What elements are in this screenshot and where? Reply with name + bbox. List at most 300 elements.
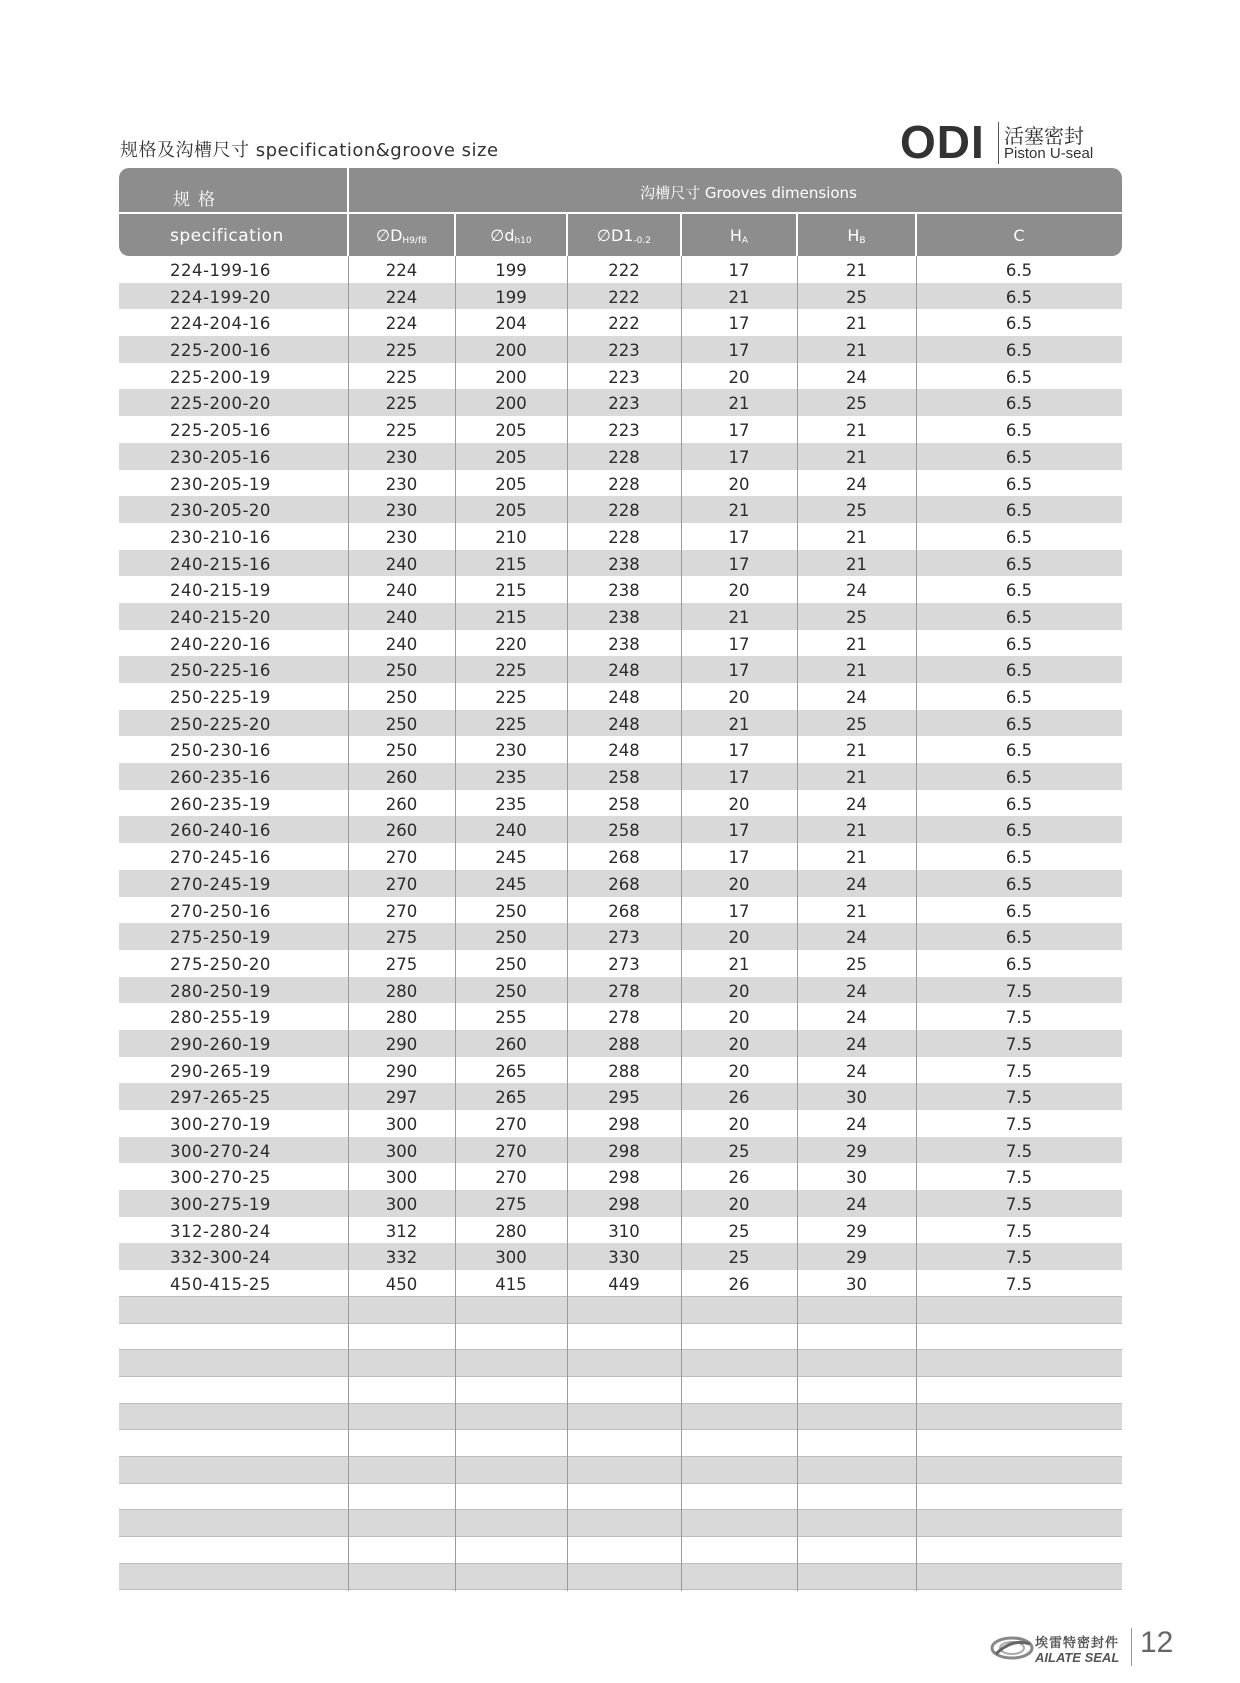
table-cell: 223: [608, 341, 640, 361]
table-cell: 205: [495, 501, 527, 521]
table-cell: 25: [846, 714, 867, 734]
table-cell: 20: [728, 367, 750, 387]
table-cell: 6.5: [1005, 474, 1033, 494]
table-cell: 238: [608, 634, 640, 654]
table-cell: 300: [385, 1115, 418, 1134]
table-cell: 17: [728, 341, 750, 361]
table-row: [119, 496, 1122, 523]
table-cell: 260: [385, 821, 418, 841]
table-cell: 20: [728, 874, 750, 894]
table-cell: 330: [608, 1248, 640, 1268]
table-cell: 280: [385, 1008, 418, 1028]
table-cell: 6.5: [1005, 501, 1033, 521]
table-cell: 30: [846, 1275, 867, 1295]
table-row: [119, 309, 1122, 336]
table-cell: 25: [846, 607, 867, 627]
table-cell: 248: [608, 661, 640, 681]
table-header: [119, 168, 1122, 256]
table-cell: 235: [495, 768, 527, 788]
footer-divider: [1131, 1628, 1132, 1666]
table-cell: 6.5: [1005, 581, 1033, 601]
cell-specification: 275-250-20: [170, 954, 271, 974]
table-cell: 21: [846, 741, 867, 761]
table-cell: 21: [846, 447, 867, 467]
table-cell: 7.5: [1005, 1141, 1033, 1161]
table-cell: 6.5: [1005, 901, 1033, 921]
table-cell: 230: [385, 474, 418, 494]
table-row: [119, 1083, 1122, 1110]
table-row: [119, 977, 1122, 1004]
table-row: [119, 256, 1122, 283]
table-row: [119, 656, 1122, 683]
logo-swirl-icon: [990, 1628, 1040, 1668]
table-cell: 205: [495, 421, 527, 441]
table-cell: 20: [728, 1061, 750, 1081]
cell-specification: 332-300-24: [170, 1248, 271, 1268]
table-cell: 210: [495, 527, 527, 547]
table-cell: 332: [385, 1248, 418, 1268]
table-row: [119, 897, 1122, 924]
company-name-en: AILATE SEAL: [1035, 1650, 1120, 1665]
table-cell: 7.5: [1005, 1061, 1033, 1081]
header-col-5: [797, 226, 916, 246]
header-col-main: ∅D: [376, 226, 403, 245]
cell-specification: 290-265-19: [170, 1061, 271, 1081]
table-cell: 288: [608, 1034, 640, 1054]
table-cell: 200: [495, 367, 527, 387]
table-cell: 225: [385, 394, 418, 414]
table-cell: 298: [608, 1141, 640, 1161]
table-cell: 24: [846, 1115, 867, 1134]
table-cell: 300: [385, 1141, 418, 1161]
empty-row: [119, 1510, 1122, 1537]
table-cell: 275: [385, 928, 418, 948]
table-cell: 21: [728, 287, 750, 307]
table-row: [119, 336, 1122, 363]
table-cell: 20: [728, 1115, 750, 1134]
table-cell: 449: [608, 1275, 640, 1295]
table-cell: 235: [495, 794, 527, 814]
table-cell: 24: [846, 928, 867, 948]
company-name-cn: 埃雷特密封件: [1035, 1636, 1120, 1651]
table-cell: 248: [608, 714, 640, 734]
brand-divider: [998, 122, 999, 164]
column-divider: [681, 256, 682, 1591]
header-spec-en: specification: [170, 226, 284, 246]
cell-specification: 270-245-19: [170, 874, 271, 894]
table-cell: 250: [495, 981, 527, 1001]
table-cell: 17: [728, 527, 750, 547]
table-cell: 21: [846, 314, 867, 334]
cell-specification: 250-225-19: [170, 688, 271, 707]
empty-row: [119, 1564, 1122, 1591]
table-cell: 17: [728, 554, 750, 574]
table-cell: 20: [728, 1008, 750, 1028]
brand-code: ODI: [900, 116, 985, 168]
header-col-main: H: [847, 226, 860, 245]
table-cell: 224: [385, 287, 418, 307]
table-cell: 6.5: [1005, 928, 1033, 948]
table-cell: 17: [728, 848, 750, 868]
table-cell: 21: [728, 501, 750, 521]
table-row: [119, 550, 1122, 577]
cell-specification: 280-255-19: [170, 1008, 271, 1028]
table-cell: 24: [846, 874, 867, 894]
header-col-sub: -0.2: [633, 236, 651, 246]
table-row: [119, 1003, 1122, 1030]
table-row: [119, 870, 1122, 897]
header-col-1: [348, 226, 455, 246]
table-cell: 215: [495, 607, 527, 627]
table-cell: 230: [385, 501, 418, 521]
table-cell: 240: [495, 821, 527, 841]
table-cell: 290: [385, 1034, 418, 1054]
table-cell: 6.5: [1005, 821, 1033, 841]
table-cell: 26: [728, 1168, 750, 1188]
table-cell: 248: [608, 741, 640, 761]
table-cell: 312: [385, 1221, 418, 1241]
table-cell: 20: [728, 581, 750, 601]
table-cell: 270: [385, 901, 418, 921]
table-cell: 250: [385, 741, 418, 761]
table-row: [119, 1270, 1122, 1297]
table-cell: 250: [385, 688, 418, 707]
table-cell: 7.5: [1005, 1034, 1033, 1054]
table-cell: 6.5: [1005, 661, 1033, 681]
table-cell: 6.5: [1005, 874, 1033, 894]
table-cell: 230: [385, 447, 418, 467]
table-cell: 25: [846, 394, 867, 414]
table-cell: 265: [495, 1061, 527, 1081]
spec-table: [119, 168, 1122, 1590]
table-cell: 24: [846, 581, 867, 601]
table-cell: 21: [846, 421, 867, 441]
table-cell: 7.5: [1005, 1275, 1033, 1295]
table-cell: 17: [728, 741, 750, 761]
table-cell: 224: [385, 261, 418, 280]
table-cell: 270: [495, 1141, 527, 1161]
cell-specification: 250-225-20: [170, 714, 271, 734]
table-cell: 258: [608, 821, 640, 841]
table-cell: 275: [385, 954, 418, 974]
table-cell: 7.5: [1005, 1008, 1033, 1028]
cell-specification: 230-205-20: [170, 501, 271, 521]
table-cell: 260: [385, 768, 418, 788]
table-cell: 6.5: [1005, 261, 1033, 280]
table-row: [119, 950, 1122, 977]
table-cell: 29: [846, 1248, 867, 1268]
table-cell: 298: [608, 1115, 640, 1134]
table-cell: 20: [728, 794, 750, 814]
table-cell: 205: [495, 447, 527, 467]
cell-specification: 260-240-16: [170, 821, 271, 841]
table-cell: 6.5: [1005, 287, 1033, 307]
table-cell: 20: [728, 1034, 750, 1054]
table-cell: 245: [495, 848, 527, 868]
table-cell: 24: [846, 367, 867, 387]
header-col-main: ∅d: [490, 226, 515, 245]
page-number: 12: [1140, 1626, 1174, 1659]
cell-specification: 240-215-16: [170, 554, 271, 574]
table-cell: 250: [495, 901, 527, 921]
table-cell: 7.5: [1005, 1221, 1033, 1241]
table-cell: 225: [495, 661, 527, 681]
empty-row: [119, 1457, 1122, 1484]
table-cell: 228: [608, 474, 640, 494]
cell-specification: 225-205-16: [170, 421, 271, 441]
table-cell: 6.5: [1005, 554, 1033, 574]
table-cell: 25: [728, 1248, 750, 1268]
column-divider: [348, 256, 349, 1591]
header-divider: [119, 212, 1122, 214]
table-cell: 7.5: [1005, 1168, 1033, 1188]
cell-specification: 225-200-16: [170, 341, 271, 361]
table-cell: 24: [846, 688, 867, 707]
empty-row: [119, 1350, 1122, 1377]
table-row: [119, 416, 1122, 443]
header-col-main: ∅D1: [597, 226, 634, 245]
table-cell: 200: [495, 341, 527, 361]
table-cell: 225: [385, 421, 418, 441]
cell-specification: 297-265-25: [170, 1088, 271, 1108]
table-row: [119, 683, 1122, 710]
table-cell: 6.5: [1005, 848, 1033, 868]
empty-row: [119, 1484, 1122, 1511]
empty-row: [119, 1404, 1122, 1431]
table-cell: 290: [385, 1061, 418, 1081]
table-cell: 298: [608, 1195, 640, 1215]
table-cell: 21: [846, 554, 867, 574]
table-cell: 245: [495, 874, 527, 894]
table-cell: 6.5: [1005, 954, 1033, 974]
table-cell: 26: [728, 1088, 750, 1108]
cell-specification: 270-250-16: [170, 901, 271, 921]
table-cell: 223: [608, 394, 640, 414]
table-cell: 220: [495, 634, 527, 654]
table-cell: 20: [728, 928, 750, 948]
table-cell: 240: [385, 607, 418, 627]
table-row: [119, 923, 1122, 950]
brand-en-title: Piston U-seal: [1004, 145, 1094, 162]
table-cell: 24: [846, 981, 867, 1001]
table-cell: 6.5: [1005, 741, 1033, 761]
table-row: [119, 1163, 1122, 1190]
table-cell: 24: [846, 1008, 867, 1028]
table-cell: 248: [608, 688, 640, 707]
table-cell: 6.5: [1005, 527, 1033, 547]
table-row: [119, 1137, 1122, 1164]
table-cell: 268: [608, 901, 640, 921]
column-divider: [797, 256, 798, 1591]
table-cell: 240: [385, 634, 418, 654]
table-cell: 30: [846, 1168, 867, 1188]
table-cell: 30: [846, 1088, 867, 1108]
table-cell: 238: [608, 607, 640, 627]
header-grooves-dimensions: 沟槽尺寸 Grooves dimensions: [640, 184, 857, 202]
table-row: [119, 603, 1122, 630]
table-cell: 250: [385, 661, 418, 681]
table-cell: 310: [608, 1221, 640, 1241]
empty-row: [119, 1537, 1122, 1564]
cell-specification: 260-235-16: [170, 768, 271, 788]
cell-specification: 312-280-24: [170, 1221, 271, 1241]
table-cell: 17: [728, 634, 750, 654]
table-cell: 21: [846, 768, 867, 788]
header-col-3: [567, 226, 681, 246]
table-body: [119, 256, 1122, 1590]
cell-specification: 224-199-20: [170, 287, 271, 307]
table-cell: 223: [608, 421, 640, 441]
table-row: [119, 816, 1122, 843]
table-cell: 17: [728, 421, 750, 441]
table-row: [119, 1217, 1122, 1244]
table-cell: 297: [385, 1088, 418, 1108]
table-cell: 222: [608, 287, 640, 307]
table-cell: 260: [385, 794, 418, 814]
table-cell: 24: [846, 1061, 867, 1081]
table-cell: 200: [495, 394, 527, 414]
table-row: [119, 630, 1122, 657]
empty-row: [119, 1377, 1122, 1404]
table-cell: 260: [495, 1034, 527, 1054]
table-cell: 17: [728, 314, 750, 334]
table-cell: 240: [385, 554, 418, 574]
table-cell: 21: [846, 901, 867, 921]
table-cell: 250: [495, 928, 527, 948]
cell-specification: 225-200-19: [170, 367, 271, 387]
cell-specification: 280-250-19: [170, 981, 271, 1001]
table-cell: 225: [495, 714, 527, 734]
table-row: [119, 576, 1122, 603]
table-cell: 7.5: [1005, 1195, 1033, 1215]
table-cell: 273: [608, 954, 640, 974]
table-row: [119, 710, 1122, 737]
cell-specification: 230-205-16: [170, 447, 271, 467]
table-cell: 415: [495, 1275, 527, 1295]
table-cell: 280: [385, 981, 418, 1001]
header-col-4: [681, 226, 797, 246]
header-col-6: [916, 226, 1122, 245]
table-cell: 21: [728, 394, 750, 414]
table-cell: 6.5: [1005, 714, 1033, 734]
table-cell: 21: [728, 607, 750, 627]
header-col-main: H: [729, 226, 742, 245]
table-row: [119, 470, 1122, 497]
table-row: [119, 443, 1122, 470]
table-cell: 21: [846, 634, 867, 654]
column-divider: [916, 256, 917, 1591]
table-row: [119, 1030, 1122, 1057]
table-cell: 6.5: [1005, 447, 1033, 467]
table-cell: 268: [608, 848, 640, 868]
table-cell: 21: [846, 261, 867, 280]
table-cell: 238: [608, 581, 640, 601]
table-cell: 20: [728, 981, 750, 1001]
table-row: [119, 1057, 1122, 1084]
table-cell: 21: [728, 954, 750, 974]
header-col-sub: A: [741, 236, 749, 246]
table-cell: 278: [608, 1008, 640, 1028]
cell-specification: 250-225-16: [170, 661, 271, 681]
table-cell: 21: [846, 341, 867, 361]
table-cell: 230: [495, 741, 527, 761]
table-cell: 6.5: [1005, 367, 1033, 387]
table-cell: 21: [846, 848, 867, 868]
table-row: [119, 1243, 1122, 1270]
table-cell: 21: [846, 527, 867, 547]
table-cell: 6.5: [1005, 794, 1033, 814]
table-cell: 222: [608, 261, 640, 280]
table-cell: 6.5: [1005, 768, 1033, 788]
table-cell: 288: [608, 1061, 640, 1081]
table-cell: 250: [495, 954, 527, 974]
table-row: [119, 1110, 1122, 1137]
table-cell: 21: [728, 714, 750, 734]
cell-specification: 290-260-19: [170, 1034, 271, 1054]
cell-specification: 230-210-16: [170, 527, 271, 547]
table-cell: 270: [385, 874, 418, 894]
table-cell: 265: [495, 1088, 527, 1108]
table-cell: 300: [385, 1168, 418, 1188]
table-cell: 25: [728, 1221, 750, 1241]
header-col-2: [455, 226, 567, 246]
table-cell: 6.5: [1005, 688, 1033, 707]
cell-specification: 300-270-25: [170, 1168, 271, 1188]
header-spec-cn: 规格: [173, 190, 223, 210]
table-row: [119, 736, 1122, 763]
table-cell: 224: [385, 314, 418, 334]
empty-row: [119, 1430, 1122, 1457]
table-cell: 199: [495, 261, 527, 280]
table-cell: 21: [846, 821, 867, 841]
table-cell: 300: [385, 1195, 418, 1215]
header-col-sub: h10: [514, 236, 532, 246]
table-cell: 270: [495, 1168, 527, 1188]
table-cell: 6.5: [1005, 634, 1033, 654]
cell-specification: 270-245-16: [170, 848, 271, 868]
column-divider: [455, 256, 456, 1591]
table-row: [119, 363, 1122, 390]
table-cell: 7.5: [1005, 1088, 1033, 1108]
cell-specification: 450-415-25: [170, 1275, 271, 1295]
table-cell: 7.5: [1005, 1248, 1033, 1268]
cell-specification: 260-235-19: [170, 794, 271, 814]
table-cell: 6.5: [1005, 394, 1033, 414]
cell-specification: 224-204-16: [170, 314, 271, 334]
table-cell: 225: [385, 367, 418, 387]
table-cell: 280: [495, 1221, 527, 1241]
empty-row: [119, 1297, 1122, 1324]
cell-specification: 225-200-20: [170, 394, 271, 414]
table-row: [119, 763, 1122, 790]
table-cell: 215: [495, 581, 527, 601]
table-cell: 17: [728, 768, 750, 788]
table-cell: 7.5: [1005, 981, 1033, 1001]
cell-specification: 230-205-19: [170, 474, 271, 494]
table-cell: 228: [608, 527, 640, 547]
cell-specification: 240-215-20: [170, 607, 271, 627]
header-col-sub: H9/f8: [402, 236, 427, 246]
table-cell: 300: [495, 1248, 527, 1268]
table-cell: 270: [495, 1115, 527, 1134]
table-cell: 24: [846, 1195, 867, 1215]
table-cell: 25: [846, 954, 867, 974]
table-cell: 17: [728, 821, 750, 841]
section-title: 规格及沟槽尺寸 specification&groove size: [120, 140, 499, 161]
cell-specification: 240-220-16: [170, 634, 271, 654]
cell-specification: 224-199-16: [170, 261, 271, 280]
table-cell: 205: [495, 474, 527, 494]
